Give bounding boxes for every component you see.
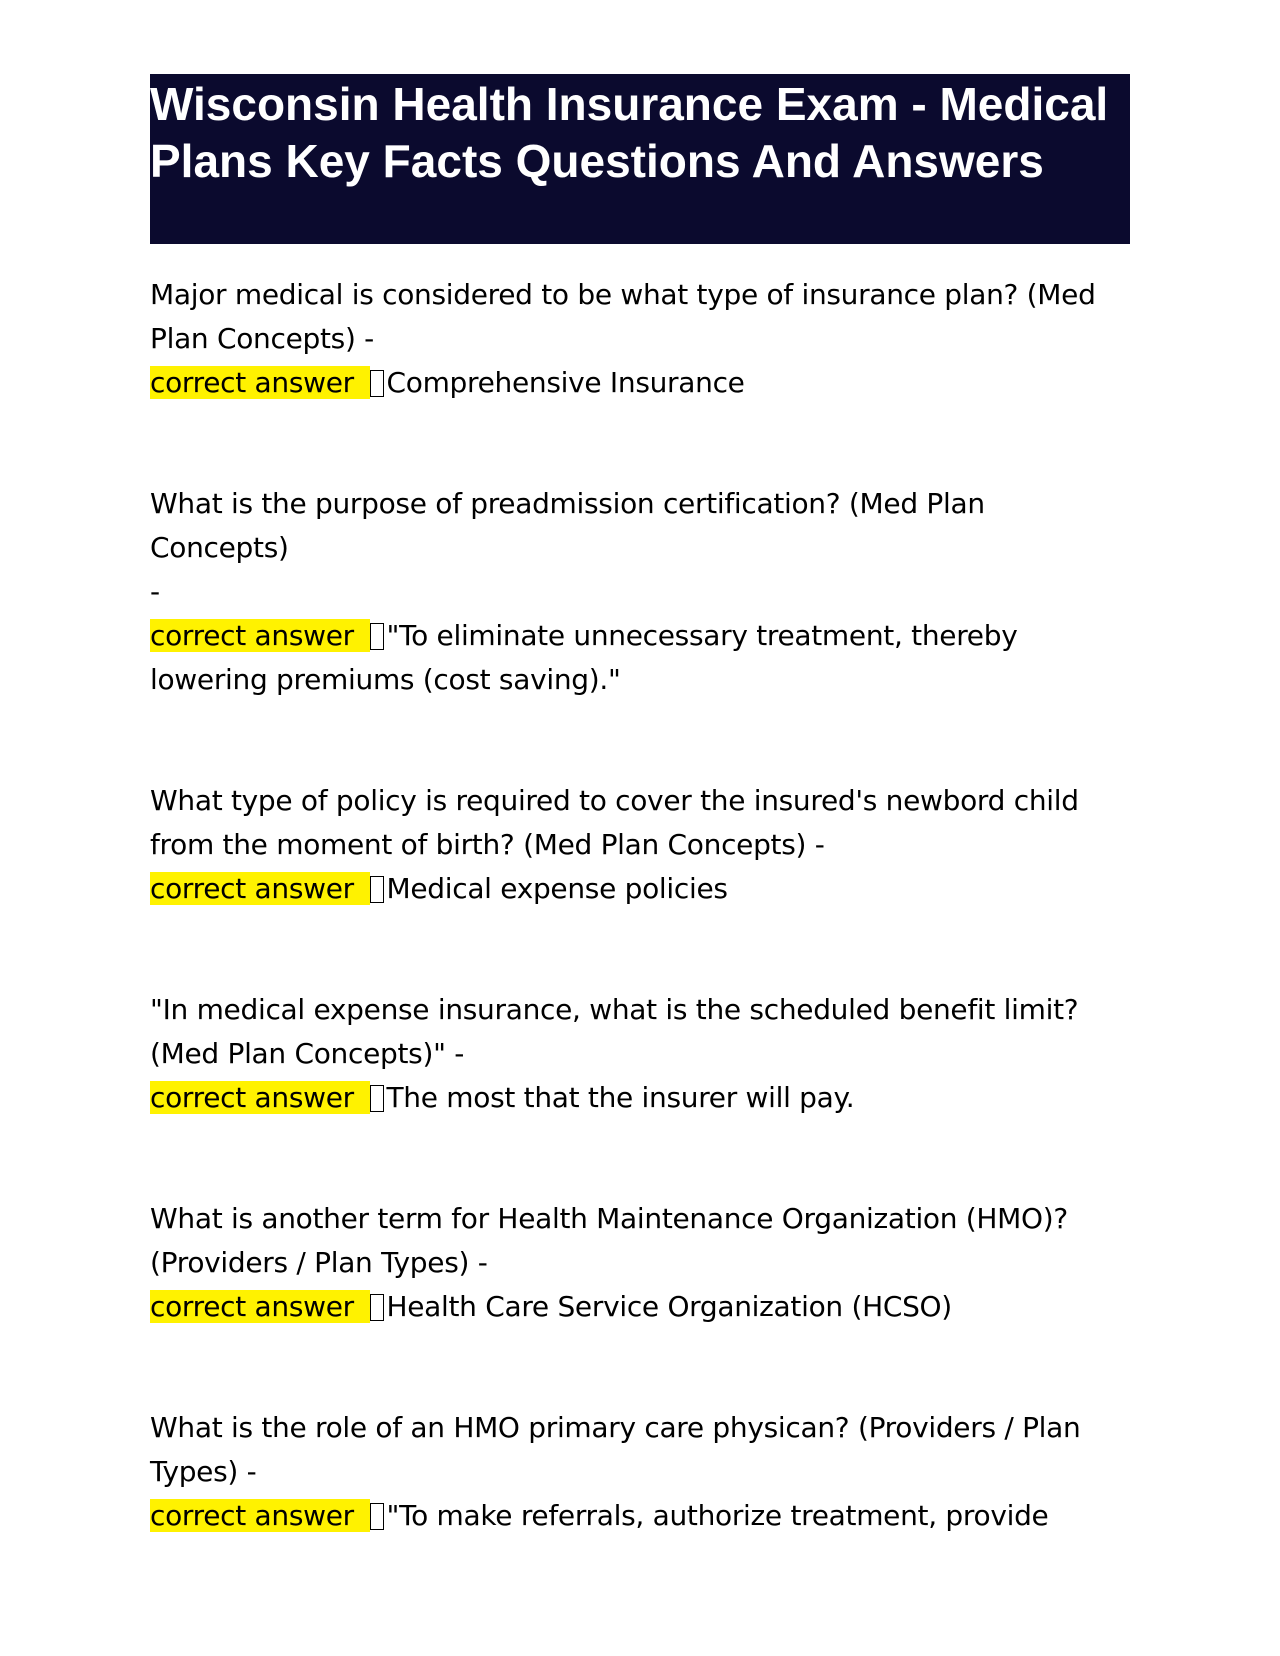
missing-glyph-icon <box>370 1294 384 1321</box>
qa-list <box>150 273 1130 1538</box>
answer-line <box>150 1494 1130 1538</box>
answer-text: Health Care Service Organization (HCSO) <box>386 1290 952 1323</box>
answer-text: Medical expense policies <box>386 872 728 905</box>
qa-item <box>150 482 1130 702</box>
qa-item <box>150 1406 1130 1538</box>
question-text: What type of policy is required to cover the insured's newbord child from the moment of birth? (Med Plan Concepts) - <box>150 784 1079 861</box>
question-text: "In medical expense insurance, what is the scheduled benefit limit? (Med Plan Concepts)" - <box>150 993 1079 1070</box>
answer-text: The most that the insurer will pay. <box>386 1081 855 1114</box>
answer-text: Comprehensive Insurance <box>386 366 745 399</box>
qa-item <box>150 273 1130 405</box>
document-page <box>150 74 1130 1615</box>
correct-answer-label: correct answer <box>150 619 370 652</box>
answer-line <box>150 361 1130 405</box>
correct-answer-label: correct answer <box>150 1499 370 1532</box>
correct-answer-label: correct answer <box>150 872 370 905</box>
answer-line <box>150 1285 1130 1329</box>
missing-glyph-icon <box>370 1085 384 1112</box>
correct-answer-label: correct answer <box>150 366 370 399</box>
missing-glyph-icon <box>370 623 384 650</box>
qa-item <box>150 779 1130 911</box>
question-text: What is the role of an HMO primary care physican? (Providers / Plan Types) - <box>150 1411 1081 1488</box>
correct-answer-label: correct answer <box>150 1290 370 1323</box>
question-text: Major medical is considered to be what type of insurance plan? (Med Plan Concepts) - <box>150 278 1096 355</box>
answer-text: "To make referrals, authorize treatment, provide <box>386 1499 1049 1532</box>
missing-glyph-icon <box>370 1503 384 1530</box>
qa-item <box>150 1197 1130 1329</box>
correct-answer-label: correct answer <box>150 1081 370 1114</box>
question-text: What is another term for Health Maintenance Organization (HMO)? (Providers / Plan Types) - <box>150 1202 1068 1279</box>
qa-item <box>150 988 1130 1120</box>
answer-line <box>150 867 1130 911</box>
answer-line <box>150 1076 1130 1120</box>
missing-glyph-icon <box>370 370 384 397</box>
question-text: What is the purpose of preadmission certification? (Med Plan Concepts) - <box>150 487 985 608</box>
document-title: Wisconsin Health Insurance Exam - Medical Plans Key Facts Questions And Answers <box>150 74 1130 244</box>
missing-glyph-icon <box>370 876 384 903</box>
answer-text: "To eliminate unnecessary treatment, thereby lowering premiums (cost saving)." <box>150 619 1018 696</box>
answer-line <box>150 614 1130 702</box>
